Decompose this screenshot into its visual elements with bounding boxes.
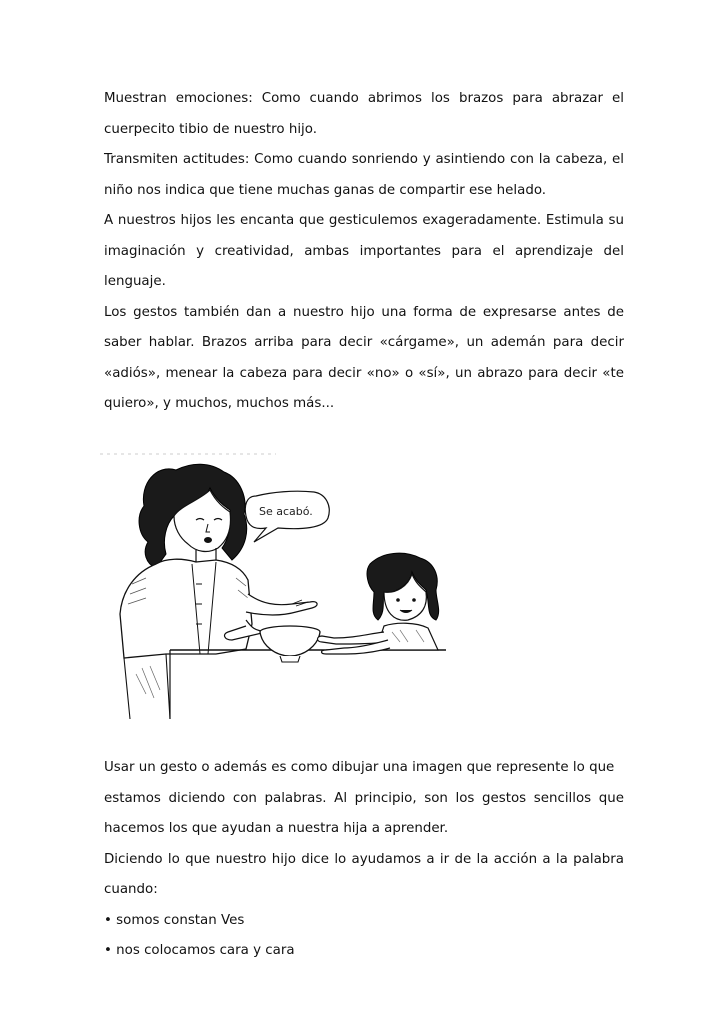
list-item: • nos colocamos cara y cara bbox=[104, 943, 295, 958]
text-line: quiero», y muchos, muchos más... bbox=[104, 396, 335, 411]
illustration-mother-child bbox=[96, 444, 456, 719]
text-line: cuerpecito tibio de nuestro hijo. bbox=[104, 122, 317, 137]
text-line: hacemos los que ayudan a nuestra hija a aprender. bbox=[104, 821, 449, 836]
text-line: Diciendo lo que nuestro hijo dice lo ayudamos a ir de la acción a la palabra bbox=[104, 852, 624, 867]
illustration-drawing bbox=[96, 444, 456, 719]
text-line: cuando: bbox=[104, 882, 158, 897]
list-item: • somos constan Ves bbox=[104, 913, 245, 928]
text-line: Muestran emociones: Como cuando abrimos los brazos para abrazar el bbox=[104, 91, 624, 106]
text-line: A nuestros hijos les encanta que gesticulemos exageradamente. Estimula su bbox=[104, 213, 624, 228]
text-line: niño nos indica que tiene muchas ganas de compartir ese helado. bbox=[104, 183, 547, 198]
text-line: Transmiten actitudes: Como cuando sonriendo y asintiendo con la cabeza, el bbox=[104, 152, 624, 167]
text-line: Los gestos también dan a nuestro hijo una forma de expresarse antes de bbox=[104, 305, 624, 320]
text-line: «adiós», menear la cabeza para decir «no» o «sí», un abrazo para decir «te bbox=[104, 366, 624, 381]
text-line: saber hablar. Brazos arriba para decir «cárgame», un ademán para decir bbox=[104, 335, 624, 350]
speech-bubble-text: Se acabó. bbox=[259, 505, 313, 518]
text-line: Usar un gesto o además es como dibujar una imagen que represente lo que bbox=[104, 760, 615, 775]
text-line: lenguaje. bbox=[104, 274, 166, 289]
text-line: imaginación y creatividad, ambas importantes para el aprendizaje del bbox=[104, 244, 624, 259]
text-line: estamos diciendo con palabras. Al principio, son los gestos sencillos que bbox=[104, 791, 624, 806]
